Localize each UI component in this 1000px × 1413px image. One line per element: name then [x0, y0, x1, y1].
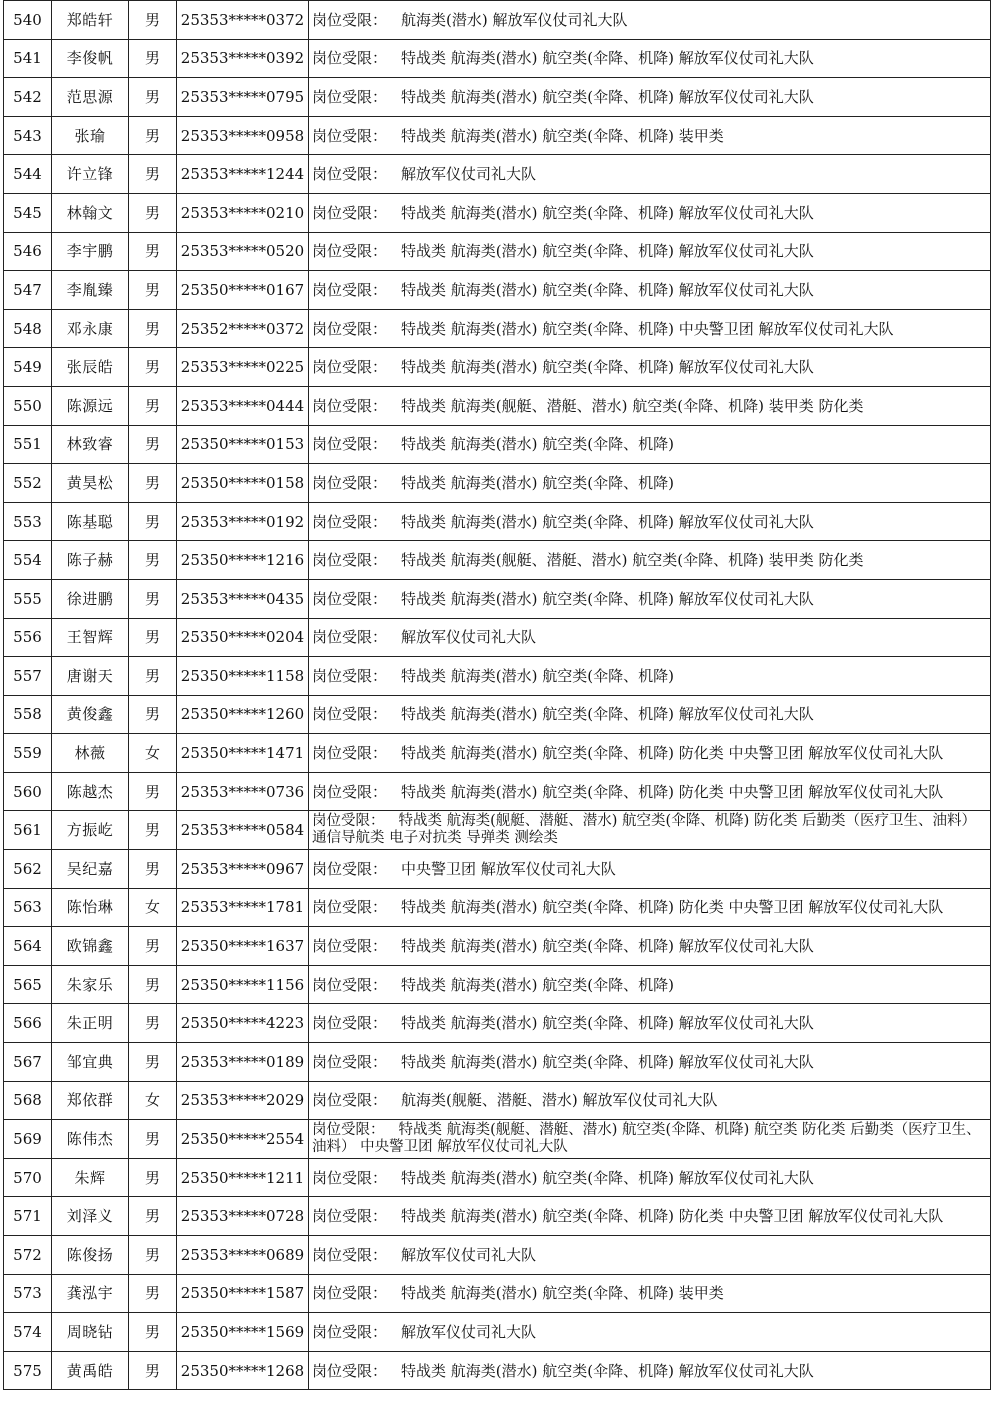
post-restriction-list: 特战类 航海类(潜水) 航空类(伞降、机降) 解放军仪仗司礼大队 [401, 1014, 814, 1033]
candidate-sex: 男 [129, 232, 177, 271]
row-number: 565 [4, 965, 52, 1004]
candidate-id: 25353*****0958 [177, 116, 309, 155]
table-row [4, 1120, 991, 1159]
post-restrictions [309, 850, 991, 889]
candidate-name: 李胤臻 [52, 271, 129, 310]
post-restrictions [309, 965, 991, 1004]
post-restrictions [309, 1197, 991, 1236]
table-row [4, 734, 991, 773]
table-row [4, 965, 991, 1004]
candidate-name: 刘泽义 [52, 1197, 129, 1236]
table-row [4, 232, 991, 271]
row-number: 570 [4, 1158, 52, 1197]
candidate-name: 张辰皓 [52, 348, 129, 387]
candidate-sex: 男 [129, 1004, 177, 1043]
table-body [4, 1, 991, 1390]
table-row [4, 193, 991, 232]
post-restriction-list: 中央警卫团 解放军仪仗司礼大队 [401, 859, 616, 878]
row-number: 564 [4, 927, 52, 966]
post-restrictions [309, 386, 991, 425]
candidate-sex: 男 [129, 271, 177, 310]
post-restriction-label: 岗位受限： [312, 813, 385, 830]
candidate-sex: 男 [129, 464, 177, 503]
table-row [4, 1158, 991, 1197]
candidate-id: 25350*****4223 [177, 1004, 309, 1043]
post-restrictions [309, 1236, 991, 1275]
post-restriction-list: 解放军仪仗司礼大队 [401, 165, 537, 184]
post-restrictions [309, 309, 991, 348]
table-row [4, 618, 991, 657]
candidate-sex: 男 [129, 657, 177, 696]
candidate-name: 邹宜典 [52, 1043, 129, 1082]
post-restriction-label: 岗位受限： [312, 242, 388, 261]
candidate-sex: 女 [129, 734, 177, 773]
candidate-name: 朱辉 [52, 1158, 129, 1197]
table-row [4, 39, 991, 78]
table-row [4, 309, 991, 348]
post-restriction-list: 特战类 航海类(舰艇、潜艇、潜水) 航空类(伞降、机降) 航空类 防化类 后勤类（医疗卫生、油料） 中央警卫团 解放军仪仗司礼大队 [312, 1122, 981, 1156]
post-restriction-list: 特战类 航海类(潜水) 航空类(伞降、机降) [401, 666, 674, 685]
post-restrictions [309, 1351, 991, 1390]
post-restriction-label: 岗位受限： [312, 165, 388, 184]
candidate-id: 25353*****0210 [177, 193, 309, 232]
post-restriction-label: 岗位受限： [312, 1361, 388, 1380]
post-restriction-label: 岗位受限： [312, 628, 388, 647]
post-restriction-list: 特战类 航海类(潜水) 航空类(伞降、机降) 解放军仪仗司礼大队 [401, 358, 814, 377]
candidate-name: 郑依群 [52, 1081, 129, 1120]
table-row [4, 464, 991, 503]
post-restrictions [309, 502, 991, 541]
candidate-sex: 男 [129, 1274, 177, 1313]
candidate-id: 25350*****1471 [177, 734, 309, 773]
row-number: 575 [4, 1351, 52, 1390]
candidate-sex: 男 [129, 502, 177, 541]
table-row [4, 502, 991, 541]
candidate-sex: 男 [129, 1236, 177, 1275]
candidate-sex: 男 [129, 1351, 177, 1390]
table-row [4, 78, 991, 117]
candidate-id: 25350*****1156 [177, 965, 309, 1004]
post-restriction-label: 岗位受限： [312, 396, 388, 415]
candidate-name: 黄昊松 [52, 464, 129, 503]
post-restriction-label: 岗位受限： [312, 435, 388, 454]
candidate-table [3, 0, 991, 1390]
table-row [4, 1, 991, 40]
candidate-name: 陈子赫 [52, 541, 129, 580]
table-row [4, 271, 991, 310]
candidate-name: 龚泓宇 [52, 1274, 129, 1313]
post-restriction-list: 特战类 航海类(潜水) 航空类(伞降、机降) [401, 473, 674, 492]
candidate-name: 黄俊鑫 [52, 695, 129, 734]
candidate-id: 25350*****0204 [177, 618, 309, 657]
candidate-id: 25353*****0392 [177, 39, 309, 78]
candidate-sex: 男 [129, 348, 177, 387]
post-restrictions [309, 1274, 991, 1313]
table-row [4, 657, 991, 696]
row-number: 574 [4, 1313, 52, 1352]
candidate-id: 25350*****2554 [177, 1120, 309, 1159]
candidate-sex: 男 [129, 1043, 177, 1082]
candidate-sex: 女 [129, 1081, 177, 1120]
candidate-id: 25350*****1587 [177, 1274, 309, 1313]
candidate-id: 25350*****0158 [177, 464, 309, 503]
candidate-name: 方振屹 [52, 811, 129, 850]
table-row [4, 425, 991, 464]
candidate-name: 林致睿 [52, 425, 129, 464]
post-restriction-list: 特战类 航海类(潜水) 航空类(伞降、机降) 解放军仪仗司礼大队 [401, 512, 814, 531]
row-number: 543 [4, 116, 52, 155]
post-restrictions [309, 657, 991, 696]
post-restriction-list: 特战类 航海类(潜水) 航空类(伞降、机降) 解放军仪仗司礼大队 [401, 937, 814, 956]
post-restrictions [309, 232, 991, 271]
post-restriction-list: 特战类 航海类(潜水) 航空类(伞降、机降) [401, 435, 674, 454]
post-restriction-label: 岗位受限： [312, 975, 388, 994]
row-number: 553 [4, 502, 52, 541]
post-restriction-label: 岗位受限： [312, 10, 388, 29]
post-restriction-list: 解放军仪仗司礼大队 [401, 1322, 537, 1341]
post-restriction-list: 特战类 航海类(潜水) 航空类(伞降、机降) 解放军仪仗司礼大队 [401, 280, 814, 299]
post-restrictions [309, 927, 991, 966]
table-row [4, 695, 991, 734]
row-number: 560 [4, 772, 52, 811]
table-row [4, 155, 991, 194]
row-number: 566 [4, 1004, 52, 1043]
row-number: 563 [4, 888, 52, 927]
post-restriction-list: 特战类 航海类(舰艇、潜艇、潜水) 航空类(伞降、机降) 装甲类 防化类 [401, 396, 864, 415]
candidate-sex: 女 [129, 888, 177, 927]
post-restriction-list: 航海类(舰艇、潜艇、潜水) 解放军仪仗司礼大队 [401, 1091, 718, 1110]
row-number: 555 [4, 579, 52, 618]
table-row [4, 579, 991, 618]
post-restriction-list: 解放军仪仗司礼大队 [401, 628, 537, 647]
row-number: 545 [4, 193, 52, 232]
post-restriction-list: 特战类 航海类(潜水) 航空类(伞降、机降) 装甲类 [401, 126, 724, 145]
post-restriction-label: 岗位受限： [312, 1322, 388, 1341]
post-restrictions [309, 155, 991, 194]
candidate-id: 25353*****0372 [177, 1, 309, 40]
table-row [4, 888, 991, 927]
post-restriction-list: 特战类 航海类(潜水) 航空类(伞降、机降) [401, 975, 674, 994]
candidate-id: 25352*****0372 [177, 309, 309, 348]
post-restriction-label: 岗位受限： [312, 512, 388, 531]
row-number: 567 [4, 1043, 52, 1082]
post-restrictions [309, 425, 991, 464]
post-restrictions [309, 348, 991, 387]
table-row [4, 386, 991, 425]
row-number: 558 [4, 695, 52, 734]
candidate-name: 陈俊扬 [52, 1236, 129, 1275]
candidate-name: 李宇鹏 [52, 232, 129, 271]
candidate-name: 周晓钻 [52, 1313, 129, 1352]
candidate-id: 25350*****0153 [177, 425, 309, 464]
candidate-sex: 男 [129, 965, 177, 1004]
post-restriction-label: 岗位受限： [312, 705, 388, 724]
post-restriction-list: 特战类 航海类(潜水) 航空类(伞降、机降) 解放军仪仗司礼大队 [401, 705, 814, 724]
candidate-sex: 男 [129, 78, 177, 117]
post-restriction-label: 岗位受限： [312, 1122, 385, 1139]
post-restriction-label: 岗位受限： [312, 1284, 388, 1303]
post-restriction-list: 特战类 航海类(潜水) 航空类(伞降、机降) 解放军仪仗司礼大队 [401, 242, 814, 261]
row-number: 547 [4, 271, 52, 310]
post-restriction-label: 岗位受限： [312, 87, 388, 106]
candidate-name: 朱正明 [52, 1004, 129, 1043]
candidate-sex: 男 [129, 193, 177, 232]
post-restriction-label: 岗位受限： [312, 473, 388, 492]
candidate-id: 25353*****1244 [177, 155, 309, 194]
candidate-id: 25350*****0167 [177, 271, 309, 310]
post-restrictions [309, 541, 991, 580]
table-row [4, 1043, 991, 1082]
post-restriction-label: 岗位受限： [312, 1207, 388, 1226]
post-restriction-label: 岗位受限： [312, 666, 388, 685]
post-restriction-label: 岗位受限： [312, 1168, 388, 1187]
candidate-id: 25350*****1637 [177, 927, 309, 966]
post-restriction-label: 岗位受限： [312, 859, 388, 878]
candidate-name: 郑皓轩 [52, 1, 129, 40]
row-number: 540 [4, 1, 52, 40]
candidate-id: 25350*****1211 [177, 1158, 309, 1197]
post-restriction-list: 特战类 航海类(潜水) 航空类(伞降、机降) 解放军仪仗司礼大队 [401, 1052, 814, 1071]
post-restriction-list: 特战类 航海类(潜水) 航空类(伞降、机降) 防化类 中央警卫团 解放军仪仗司礼大队 [401, 744, 944, 763]
post-restriction-label: 岗位受限： [312, 1245, 388, 1264]
candidate-name: 林薇 [52, 734, 129, 773]
post-restrictions [309, 618, 991, 657]
table-row [4, 1197, 991, 1236]
candidate-sex: 男 [129, 1313, 177, 1352]
post-restrictions [309, 1313, 991, 1352]
post-restrictions [309, 695, 991, 734]
row-number: 552 [4, 464, 52, 503]
table-row [4, 927, 991, 966]
row-number: 556 [4, 618, 52, 657]
candidate-id: 25353*****0520 [177, 232, 309, 271]
candidate-name: 朱家乐 [52, 965, 129, 1004]
post-restriction-list: 特战类 航海类(潜水) 航空类(伞降、机降) 解放军仪仗司礼大队 [401, 1168, 814, 1187]
post-restriction-list: 特战类 航海类(潜水) 航空类(伞降、机降) 解放军仪仗司礼大队 [401, 203, 814, 222]
post-restriction-label: 岗位受限： [312, 898, 388, 917]
post-restriction-label: 岗位受限： [312, 551, 388, 570]
post-restrictions [309, 1004, 991, 1043]
table-row [4, 811, 991, 850]
post-restrictions [309, 116, 991, 155]
candidate-id: 25350*****1268 [177, 1351, 309, 1390]
post-restriction-list: 特战类 航海类(潜水) 航空类(伞降、机降) 防化类 中央警卫团 解放军仪仗司礼大队 [401, 782, 944, 801]
candidate-name: 黄禹皓 [52, 1351, 129, 1390]
post-restrictions [309, 811, 991, 850]
row-number: 541 [4, 39, 52, 78]
candidate-name: 徐进鹏 [52, 579, 129, 618]
candidate-id: 25353*****0435 [177, 579, 309, 618]
row-number: 551 [4, 425, 52, 464]
candidate-sex: 男 [129, 425, 177, 464]
candidate-sex: 男 [129, 695, 177, 734]
candidate-name: 陈伟杰 [52, 1120, 129, 1159]
candidate-sex: 男 [129, 1158, 177, 1197]
post-restriction-label: 岗位受限： [312, 203, 388, 222]
candidate-id: 25350*****1569 [177, 1313, 309, 1352]
post-restriction-list: 特战类 航海类(潜水) 航空类(伞降、机降) 解放军仪仗司礼大队 [401, 87, 814, 106]
row-number: 569 [4, 1120, 52, 1159]
candidate-name: 邓永康 [52, 309, 129, 348]
table-row [4, 116, 991, 155]
row-number: 559 [4, 734, 52, 773]
post-restriction-label: 岗位受限： [312, 126, 388, 145]
post-restriction-label: 岗位受限： [312, 1091, 388, 1110]
post-restriction-label: 岗位受限： [312, 358, 388, 377]
candidate-name: 许立锋 [52, 155, 129, 194]
candidate-sex: 男 [129, 850, 177, 889]
post-restrictions [309, 271, 991, 310]
candidate-sex: 男 [129, 386, 177, 425]
post-restriction-label: 岗位受限： [312, 280, 388, 299]
post-restrictions [309, 734, 991, 773]
post-restrictions [309, 1, 991, 40]
post-restrictions [309, 193, 991, 232]
candidate-id: 25353*****0967 [177, 850, 309, 889]
table-row [4, 1351, 991, 1390]
candidate-sex: 男 [129, 39, 177, 78]
post-restrictions [309, 888, 991, 927]
post-restriction-list: 航海类(潜水) 解放军仪仗司礼大队 [401, 10, 628, 29]
candidate-id: 25353*****1781 [177, 888, 309, 927]
candidate-sex: 男 [129, 927, 177, 966]
table-row [4, 1236, 991, 1275]
post-restriction-list: 特战类 航海类(潜水) 航空类(伞降、机降) 解放军仪仗司礼大队 [401, 49, 814, 68]
candidate-sex: 男 [129, 618, 177, 657]
post-restriction-list: 特战类 航海类(潜水) 航空类(伞降、机降) 防化类 中央警卫团 解放军仪仗司礼大队 [401, 898, 944, 917]
candidate-id: 25353*****0795 [177, 78, 309, 117]
post-restrictions [309, 1043, 991, 1082]
row-number: 554 [4, 541, 52, 580]
candidate-name: 陈越杰 [52, 772, 129, 811]
candidate-sex: 男 [129, 811, 177, 850]
candidate-name: 陈基聪 [52, 502, 129, 541]
row-number: 542 [4, 78, 52, 117]
candidate-sex: 男 [129, 772, 177, 811]
post-restrictions [309, 39, 991, 78]
candidate-name: 吴纪嘉 [52, 850, 129, 889]
post-restriction-list: 特战类 航海类(潜水) 航空类(伞降、机降) 防化类 中央警卫团 解放军仪仗司礼大队 [401, 1207, 944, 1226]
post-restriction-label: 岗位受限： [312, 937, 388, 956]
candidate-id: 25353*****0192 [177, 502, 309, 541]
row-number: 550 [4, 386, 52, 425]
post-restriction-list: 特战类 航海类(潜水) 航空类(伞降、机降) 解放军仪仗司礼大队 [401, 589, 814, 608]
post-restriction-label: 岗位受限： [312, 319, 388, 338]
candidate-id: 25353*****0225 [177, 348, 309, 387]
row-number: 568 [4, 1081, 52, 1120]
post-restriction-list: 特战类 航海类(舰艇、潜艇、潜水) 航空类(伞降、机降) 防化类 后勤类（医疗卫生、油料） 通信导航类 电子对抗类 导弹类 测绘类 [312, 813, 977, 847]
post-restrictions [309, 78, 991, 117]
post-restriction-label: 岗位受限： [312, 589, 388, 608]
row-number: 571 [4, 1197, 52, 1236]
row-number: 562 [4, 850, 52, 889]
row-number: 549 [4, 348, 52, 387]
candidate-id: 25353*****0189 [177, 1043, 309, 1082]
candidate-sex: 男 [129, 579, 177, 618]
candidate-name: 张瑜 [52, 116, 129, 155]
table-row [4, 850, 991, 889]
row-number: 548 [4, 309, 52, 348]
post-restrictions [309, 579, 991, 618]
candidate-id: 25353*****0728 [177, 1197, 309, 1236]
candidate-sex: 男 [129, 1120, 177, 1159]
candidate-id: 25350*****1158 [177, 657, 309, 696]
post-restrictions [309, 1081, 991, 1120]
table-row [4, 772, 991, 811]
candidate-sex: 男 [129, 116, 177, 155]
candidate-id: 25350*****1260 [177, 695, 309, 734]
table-row [4, 1274, 991, 1313]
candidate-sex: 男 [129, 309, 177, 348]
post-restriction-label: 岗位受限： [312, 1014, 388, 1033]
row-number: 561 [4, 811, 52, 850]
candidate-name: 唐谢天 [52, 657, 129, 696]
candidate-name: 陈怡琳 [52, 888, 129, 927]
candidate-id: 25353*****0444 [177, 386, 309, 425]
candidate-name: 李俊帆 [52, 39, 129, 78]
table-row [4, 1313, 991, 1352]
post-restrictions [309, 1158, 991, 1197]
table-row [4, 541, 991, 580]
candidate-name: 范思源 [52, 78, 129, 117]
table-row [4, 348, 991, 387]
post-restriction-label: 岗位受限： [312, 744, 388, 763]
post-restrictions [309, 464, 991, 503]
post-restriction-list: 特战类 航海类(潜水) 航空类(伞降、机降) 装甲类 [401, 1284, 724, 1303]
candidate-sex: 男 [129, 541, 177, 580]
candidate-id: 25353*****2029 [177, 1081, 309, 1120]
row-number: 573 [4, 1274, 52, 1313]
post-restriction-label: 岗位受限： [312, 782, 388, 801]
row-number: 557 [4, 657, 52, 696]
post-restriction-label: 岗位受限： [312, 1052, 388, 1071]
candidate-sex: 男 [129, 1197, 177, 1236]
post-restriction-list: 特战类 航海类(潜水) 航空类(伞降、机降) 中央警卫团 解放军仪仗司礼大队 [401, 319, 894, 338]
table-row [4, 1081, 991, 1120]
row-number: 572 [4, 1236, 52, 1275]
candidate-id: 25353*****0689 [177, 1236, 309, 1275]
post-restriction-label: 岗位受限： [312, 49, 388, 68]
candidate-name: 欧锦鑫 [52, 927, 129, 966]
post-restrictions [309, 1120, 991, 1159]
candidate-name: 林翰文 [52, 193, 129, 232]
candidate-id: 25353*****0584 [177, 811, 309, 850]
post-restriction-list: 解放军仪仗司礼大队 [401, 1245, 537, 1264]
row-number: 546 [4, 232, 52, 271]
table-row [4, 1004, 991, 1043]
candidate-sex: 男 [129, 1, 177, 40]
candidate-id: 25350*****1216 [177, 541, 309, 580]
candidate-id: 25353*****0736 [177, 772, 309, 811]
candidate-name: 王智辉 [52, 618, 129, 657]
post-restriction-list: 特战类 航海类(舰艇、潜艇、潜水) 航空类(伞降、机降) 装甲类 防化类 [401, 551, 864, 570]
post-restrictions [309, 772, 991, 811]
candidate-name: 陈源远 [52, 386, 129, 425]
candidate-sex: 男 [129, 155, 177, 194]
row-number: 544 [4, 155, 52, 194]
post-restriction-list: 特战类 航海类(潜水) 航空类(伞降、机降) 解放军仪仗司礼大队 [401, 1361, 814, 1380]
